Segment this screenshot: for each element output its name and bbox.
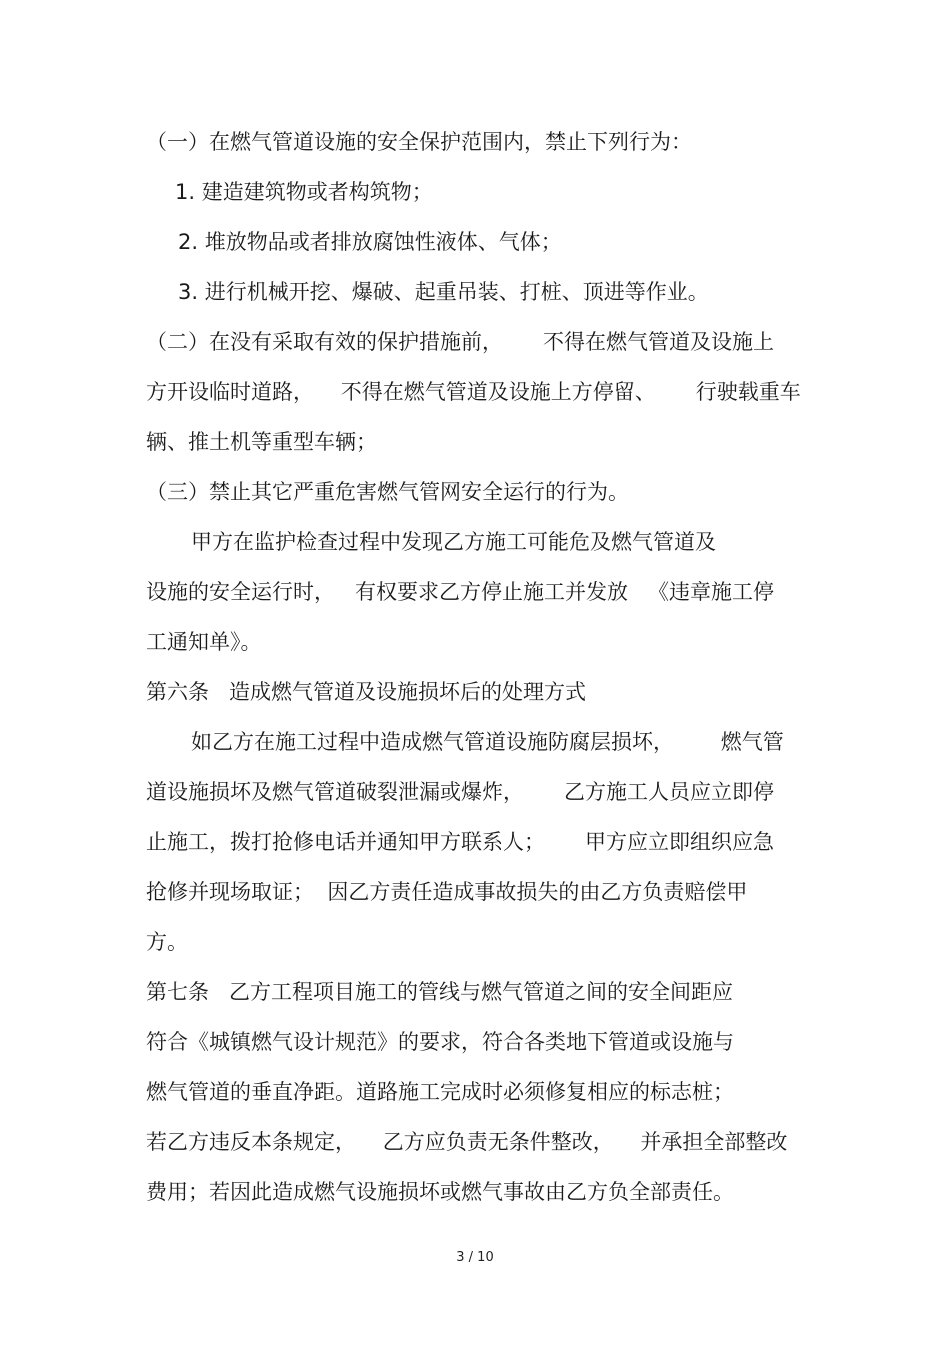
text-line: （一）在燃气管道设施的安全保护范围内，禁止下列行为：: [146, 130, 692, 154]
text-line: 方。: [146, 930, 188, 954]
text-line: 设施的安全运行时， 有权要求乙方停止施工并发放 《违章施工停: [146, 580, 775, 604]
text-line: （三）禁止其它严重危害燃气管网安全运行的行为。: [146, 480, 629, 504]
text-line: 费用；若因此造成燃气设施损坏或燃气事故由乙方负全部责任。: [146, 1180, 734, 1204]
text-line: 抢修并现场取证； 因乙方责任造成事故损失的由乙方负责赔偿甲: [146, 880, 748, 904]
text-line: 符合《城镇燃气设计规范》的要求，符合各类地下管道或设施与: [146, 1030, 734, 1054]
text-line: 工通知单》。: [146, 630, 262, 654]
text-line: 辆、推土机等重型车辆；: [146, 430, 377, 454]
text-line: 燃气管道的垂直净距。道路施工完成时必须修复相应的标志桩；: [146, 1080, 734, 1104]
text-line: 道设施损坏及燃气管道破裂泄漏或爆炸， 乙方施工人员应立即停: [146, 780, 775, 804]
list-item: 2. 堆放物品或者排放腐蚀性液体、气体；: [178, 230, 562, 254]
text-line: （二）在没有采取有效的保护措施前， 不得在燃气管道及设施上: [146, 330, 775, 354]
list-item: 1. 建造建筑物或者构筑物；: [175, 180, 433, 204]
section-heading: 第六条 造成燃气管道及设施损坏后的处理方式: [146, 680, 587, 704]
page-number: 3 / 10: [456, 1250, 494, 1265]
section-heading: 第七条 乙方工程项目施工的管线与燃气管道之间的安全间距应: [146, 980, 734, 1004]
list-item: 3. 进行机械开挖、爆破、起重吊装、打桩、顶进等作业。: [178, 280, 709, 304]
text-line: 方开设临时道路， 不得在燃气管道及设施上方停留、 行驶载重车: [146, 380, 801, 404]
text-line: 若乙方违反本条规定， 乙方应负责无条件整改， 并承担全部整改: [146, 1130, 788, 1154]
text-line: 如乙方在施工过程中造成燃气管道设施防腐层损坏， 燃气管: [191, 730, 784, 754]
text-line: 止施工，拨打抢修电话并通知甲方联系人； 甲方应立即组织应急: [146, 830, 775, 854]
text-line: 甲方在监护检查过程中发现乙方施工可能危及燃气管道及: [191, 530, 716, 554]
